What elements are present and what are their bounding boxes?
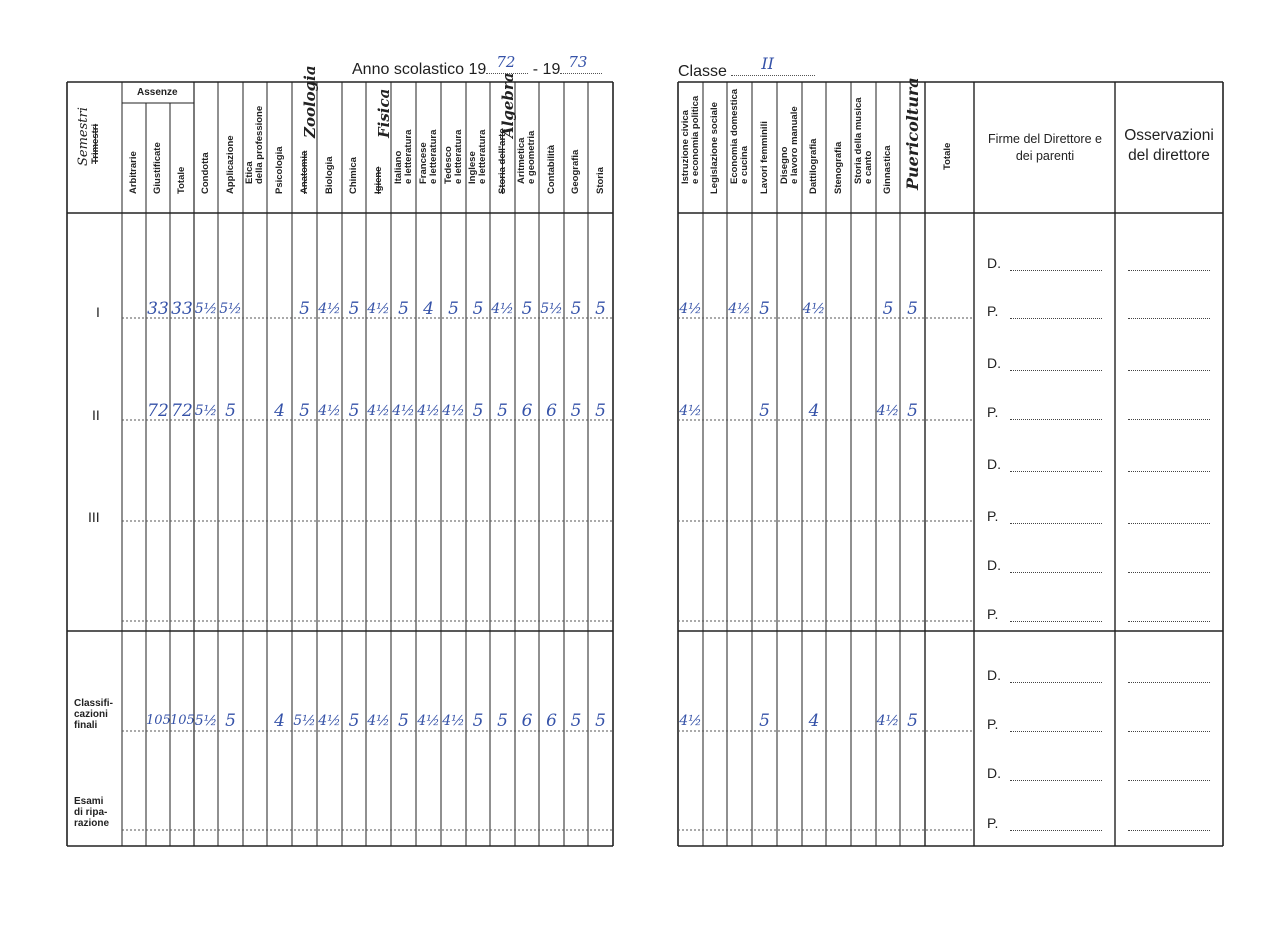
right-col-7 xyxy=(851,86,876,210)
left-col-0 xyxy=(122,86,146,210)
sign-label-p-7: P. xyxy=(987,606,999,622)
totale-header xyxy=(936,86,960,210)
left-grade-finali-19: 5 xyxy=(595,711,606,731)
left-grade-II-14: 5 xyxy=(472,401,484,421)
osservazioni-field xyxy=(1128,572,1210,573)
left-grade-I-15: 4½ xyxy=(491,301,514,317)
left-grade-I-17: 5½ xyxy=(540,301,563,317)
left-col-12 xyxy=(416,86,441,210)
left-grade-finali-9: 5 xyxy=(348,711,360,731)
left-col-4 xyxy=(218,86,243,210)
row-label-finali: Classifi- cazioni finali xyxy=(74,698,113,731)
right-col-6 xyxy=(826,86,851,210)
classe-value: II xyxy=(761,54,774,73)
left-grade-finali-18: 5 xyxy=(570,711,582,731)
column-label: Storia xyxy=(594,167,606,194)
sign-label-d-8: D. xyxy=(987,667,1001,683)
left-grade-II-18: 5 xyxy=(570,401,582,421)
osservazioni-field xyxy=(1128,270,1210,271)
column-label: Legislazione sociale xyxy=(709,102,720,194)
left-col-2 xyxy=(170,86,194,210)
left-grade-I-19: 5 xyxy=(595,299,606,319)
left-col-11 xyxy=(391,86,416,210)
right-col-4 xyxy=(777,86,802,210)
sign-label-d-10: D. xyxy=(987,765,1001,781)
left-grade-I-2: 33 xyxy=(171,299,193,319)
left-grade-II-9: 5 xyxy=(348,401,360,421)
column-label: Istruzione civica e economia politica xyxy=(679,95,701,184)
left-grade-I-12: 4 xyxy=(423,299,434,319)
osservazioni-field xyxy=(1128,318,1210,319)
left-col-14 xyxy=(466,86,490,210)
signature-field xyxy=(1010,419,1102,420)
left-col-7 xyxy=(292,65,319,210)
left-grade-finali-14: 5 xyxy=(472,711,484,731)
sign-label-d-4: D. xyxy=(987,456,1001,472)
column-label: Applicazione xyxy=(224,135,236,194)
right-grade-I-2: 4½ xyxy=(728,301,751,317)
column-label: Contabilità xyxy=(545,144,557,194)
column-label: Geografia xyxy=(570,149,581,194)
left-grade-finali-11: 5 xyxy=(398,711,409,731)
left-grade-finali-12: 4½ xyxy=(417,713,440,729)
column-label: Francese e letteratura xyxy=(417,129,439,184)
osservazioni-field xyxy=(1128,830,1210,831)
handwritten-column-label: Zoologia xyxy=(300,65,319,138)
signature-field xyxy=(1010,682,1102,683)
left-col-3 xyxy=(194,86,218,210)
signature-field xyxy=(1010,621,1102,622)
column-label: Psicologia xyxy=(273,146,285,194)
sign-label-d-0: D. xyxy=(987,255,1001,271)
right-grade-finali-8: 4½ xyxy=(876,713,900,729)
left-grade-finali-2: 105 xyxy=(170,713,195,728)
right-col-0 xyxy=(678,86,703,210)
signature-field xyxy=(1010,523,1102,524)
sign-label-p-5: P. xyxy=(987,508,999,524)
left-grade-finali-4: 5 xyxy=(225,711,236,731)
column-label: Stenografia xyxy=(832,141,844,194)
handwritten-column-label: Fisica xyxy=(374,88,393,138)
left-grade-II-12: 4½ xyxy=(417,403,440,419)
left-grade-II-8: 4½ xyxy=(318,403,341,419)
sign-label-d-2: D. xyxy=(987,355,1001,371)
right-grade-II-0: 4½ xyxy=(679,403,702,419)
left-grade-II-2: 72 xyxy=(171,401,193,421)
anno-to-value: 73 xyxy=(568,53,588,71)
left-grade-finali-6: 4 xyxy=(274,711,285,731)
sign-label-p-1: P. xyxy=(987,303,999,319)
left-grade-II-15: 5 xyxy=(497,401,508,421)
column-label: Totale xyxy=(176,166,187,194)
left-grade-I-8: 4½ xyxy=(318,301,341,317)
sign-label-p-11: P. xyxy=(987,815,999,831)
signature-field xyxy=(1010,471,1102,472)
right-grade-finali-9: 5 xyxy=(907,711,918,731)
left-grade-I-14: 5 xyxy=(472,299,484,319)
osservazioni-field xyxy=(1128,621,1210,622)
left-col-10 xyxy=(366,86,391,210)
osservazioni-field xyxy=(1128,682,1210,683)
totale-label: Totale xyxy=(942,142,953,170)
sign-label-d-6: D. xyxy=(987,557,1001,573)
left-col-5 xyxy=(243,86,267,210)
column-label: Anatomia xyxy=(298,150,310,194)
left-grade-I-10: 4½ xyxy=(367,301,390,317)
osservazioni-field xyxy=(1128,370,1210,371)
left-grade-finali-15: 5 xyxy=(497,711,508,731)
left-grade-II-1: 72 xyxy=(147,401,169,421)
signature-field xyxy=(1010,270,1102,271)
left-grade-I-11: 5 xyxy=(398,299,409,319)
left-grade-II-7: 5 xyxy=(299,401,310,421)
left-grade-II-19: 5 xyxy=(595,401,606,421)
left-grade-I-9: 5 xyxy=(348,299,360,319)
column-label: Inglese e letteratura xyxy=(467,129,488,184)
sign-label-p-9: P. xyxy=(987,716,999,732)
left-grade-II-4: 5 xyxy=(225,401,236,421)
column-label: Economia domestica e cucina xyxy=(728,88,750,184)
sign-label-p-3: P. xyxy=(987,404,999,420)
signature-field xyxy=(1010,830,1102,831)
right-grade-I-8: 5 xyxy=(882,299,894,319)
row-label-riparazione: Esami di ripa- razione xyxy=(74,796,110,829)
right-grade-I-9: 5 xyxy=(907,299,918,319)
left-grade-I-7: 5 xyxy=(299,299,310,319)
left-col-6 xyxy=(267,86,292,210)
osservazioni-field xyxy=(1128,523,1210,524)
row-label-I: I xyxy=(96,304,100,320)
column-label: Lavori femminili xyxy=(758,121,770,194)
row-label-III: III xyxy=(88,509,100,525)
left-grade-I-4: 5½ xyxy=(219,301,242,317)
row-label-II: II xyxy=(92,407,100,423)
signature-field xyxy=(1010,318,1102,319)
handwritten-column-label: Algebra xyxy=(498,72,517,138)
anno-separator: - 19 xyxy=(532,61,561,78)
column-label: Chimica xyxy=(348,157,359,194)
right-col-9 xyxy=(900,77,925,210)
osservazioni-field xyxy=(1128,780,1210,781)
classe-label: Classe xyxy=(678,63,727,80)
left-col-13 xyxy=(441,86,466,210)
right-grade-I-0: 4½ xyxy=(679,301,702,317)
left-grade-II-13: 4½ xyxy=(442,403,465,419)
left-grade-finali-1: 105 xyxy=(146,713,171,728)
left-grade-II-6: 4 xyxy=(274,401,285,421)
column-label: Dattilografia xyxy=(808,138,819,194)
column-label: Condotta xyxy=(200,152,211,194)
column-label: Giustificate xyxy=(152,142,163,194)
right-grade-finali-5: 4 xyxy=(808,711,820,731)
column-label: Tedesco e letteratura xyxy=(442,129,464,184)
column-label: Storia della musica e canto xyxy=(852,97,874,184)
anno-from-value: 72 xyxy=(496,53,516,71)
left-grade-finali-17: 6 xyxy=(546,711,557,731)
right-grade-finali-0: 4½ xyxy=(679,713,702,729)
signature-field xyxy=(1010,370,1102,371)
left-grade-I-13: 5 xyxy=(448,299,459,319)
right-grade-I-5: 4½ xyxy=(802,301,826,317)
osservazioni-field xyxy=(1128,419,1210,420)
right-grade-finali-3: 5 xyxy=(759,711,770,731)
right-col-1 xyxy=(703,86,727,210)
signature-field xyxy=(1010,780,1102,781)
column-label: Igiene xyxy=(372,166,384,194)
left-grade-II-3: 5½ xyxy=(194,403,218,419)
right-grade-II-3: 5 xyxy=(759,401,770,421)
column-label: Biologia xyxy=(323,156,335,194)
right-col-5 xyxy=(802,86,826,210)
right-col-8 xyxy=(876,86,900,210)
right-col-3 xyxy=(752,86,777,210)
left-col-15 xyxy=(490,72,517,210)
left-col-9 xyxy=(342,86,366,210)
left-col-17 xyxy=(539,86,564,210)
left-grade-II-16: 6 xyxy=(521,401,533,421)
osservazioni-field xyxy=(1128,731,1210,732)
left-col-18 xyxy=(564,86,588,210)
column-label: Arbitrarie xyxy=(128,151,139,194)
right-grade-I-3: 5 xyxy=(759,299,770,319)
column-label: Etica della professione xyxy=(244,105,265,184)
column-label: Storia dell'arte xyxy=(496,128,508,194)
signature-field xyxy=(1010,731,1102,732)
column-label: Disegno e lavoro manuale xyxy=(778,106,800,184)
right-grade-II-8: 4½ xyxy=(876,403,900,419)
left-grade-finali-13: 4½ xyxy=(442,713,465,729)
left-grade-II-11: 4½ xyxy=(392,403,415,419)
column-label: Aritmetica e geometria xyxy=(516,130,537,184)
left-col-16 xyxy=(515,86,539,210)
left-grade-II-17: 6 xyxy=(546,401,557,421)
period-header-hand: Semestri xyxy=(76,107,91,166)
handwritten-column-label: Puericoltura xyxy=(902,77,922,190)
signature-field xyxy=(1010,572,1102,573)
left-col-19 xyxy=(588,86,613,210)
left-col-1 xyxy=(146,86,170,210)
left-grade-I-18: 5 xyxy=(570,299,582,319)
left-grade-finali-10: 4½ xyxy=(367,713,390,729)
left-grade-I-3: 5½ xyxy=(194,301,218,317)
left-grade-finali-3: 5½ xyxy=(194,713,218,729)
osservazioni-header: Osservazioni del direttore xyxy=(1124,127,1214,164)
firme-header: Firme del Direttore e dei parenti xyxy=(988,132,1102,163)
anno-label: Anno scolastico 19 xyxy=(352,61,487,78)
column-label: Ginnastica xyxy=(882,145,893,194)
left-col-8 xyxy=(317,86,342,210)
left-grade-I-16: 5 xyxy=(521,299,533,319)
period-header xyxy=(78,86,108,210)
right-grade-II-5: 4 xyxy=(808,401,820,421)
right-col-2 xyxy=(727,86,752,210)
left-grade-I-1: 33 xyxy=(147,299,169,319)
left-grade-finali-8: 4½ xyxy=(318,713,341,729)
right-grade-II-9: 5 xyxy=(907,401,918,421)
osservazioni-field xyxy=(1128,471,1210,472)
left-grade-II-10: 4½ xyxy=(367,403,390,419)
column-label: Italiano e letteratura xyxy=(392,129,414,184)
left-grade-finali-16: 6 xyxy=(521,711,533,731)
period-header-printed: Trimestri xyxy=(90,123,101,164)
left-grade-finali-7: 5½ xyxy=(293,713,316,729)
assenze-label: Assenze xyxy=(137,87,178,98)
